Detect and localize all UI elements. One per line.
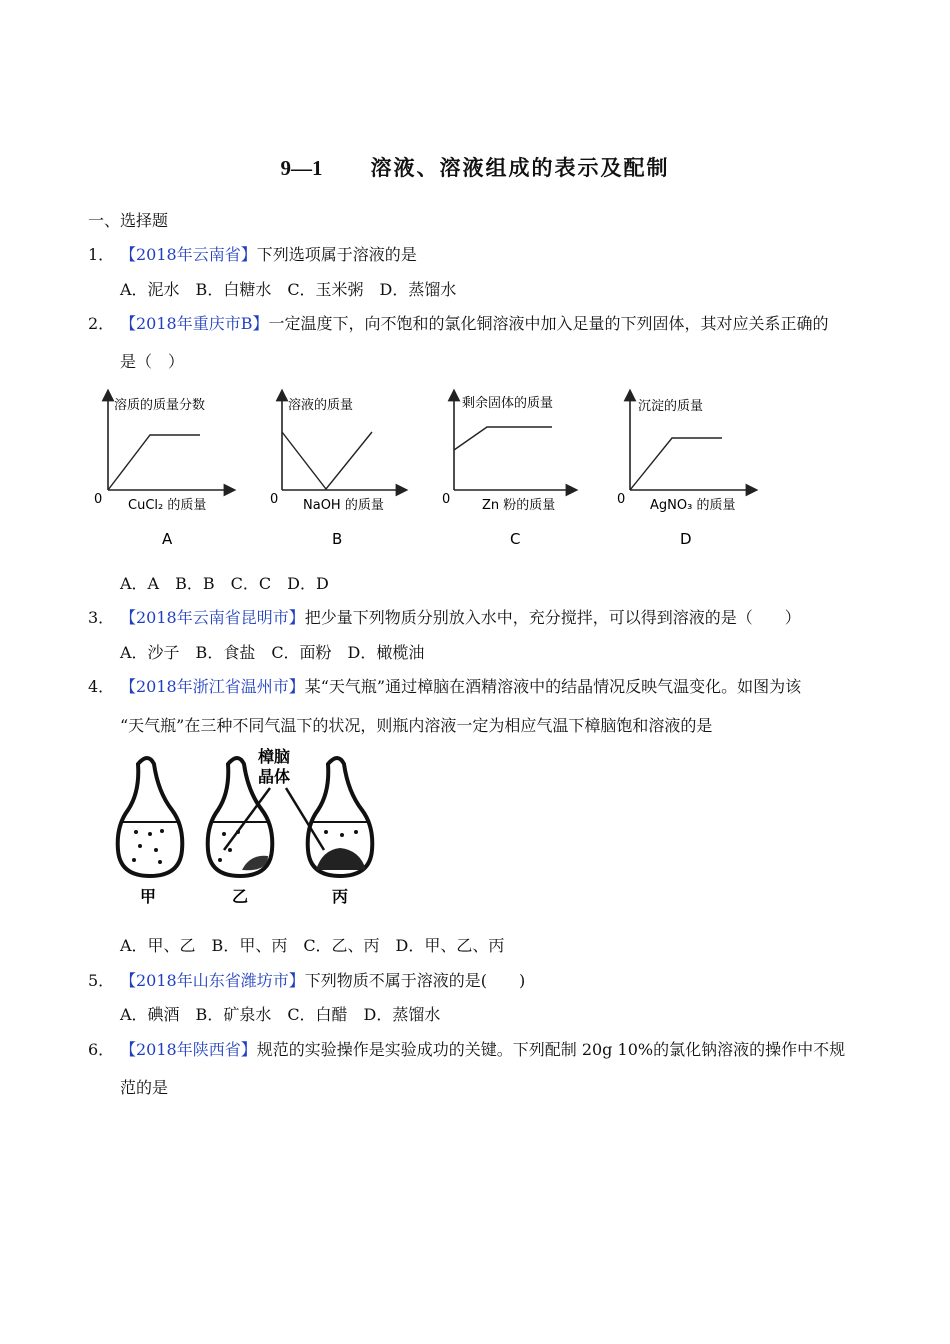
question-3-options: A．沙子 B．食盐 C．面粉 D．橄榄油 <box>120 643 425 662</box>
question-6 <box>88 1040 845 1060</box>
question-source: 【2018年浙江省温州市】 <box>120 677 305 696</box>
graph-d-letter: D <box>680 530 692 548</box>
question-stem: 一定温度下，向不饱和的氯化铜溶液中加入足量的下列固体，其对应关系正确的 <box>268 314 829 333</box>
bottle-label-jia: 甲 <box>140 887 157 906</box>
graph-d-origin: 0 <box>617 492 626 507</box>
question-3 <box>88 608 801 628</box>
graph-b <box>270 395 402 548</box>
question-stem: 下列选项属于溶液的是 <box>256 245 417 264</box>
graph-b-curve <box>282 432 372 489</box>
question-stem: 下列物质不属于溶液的是( ) <box>304 971 526 990</box>
question-source: 【2018年山东省潍坊市】 <box>120 971 305 990</box>
graph-d-curve <box>630 438 722 490</box>
question-number: 4． <box>88 677 115 696</box>
page-title <box>0 152 950 182</box>
question-2-graphs <box>90 385 770 555</box>
question-4-stem-cont: “天气瓶”在三种不同气温下的状况，则瓶内溶液一定为相应气温下樟脑饱和溶液的是 <box>120 716 713 735</box>
question-4-options: A．甲、乙 B．甲、丙 C．乙、丙 D．甲、乙、丙 <box>120 936 505 955</box>
question-1-options: A．泥水 B．白糖水 C．玉米粥 D．蒸馏水 <box>120 280 457 299</box>
question-2-options: A．A B．B C．C D．D <box>120 574 329 593</box>
graph-a-curve <box>108 435 200 490</box>
graph-d-xlabel: AgNO₃ 的质量 <box>650 498 736 513</box>
section-heading: 一、选择题 <box>88 211 169 230</box>
graph-d-ylabel: 沉淀的质量 <box>638 399 704 414</box>
question-1 <box>88 245 417 265</box>
title-number: 9—1 <box>280 156 323 180</box>
question-number: 2． <box>88 314 115 333</box>
graph-b-origin: 0 <box>270 492 279 507</box>
graph-d <box>617 395 752 548</box>
callout-line-1: 樟脑 <box>258 747 291 766</box>
graph-b-xlabel: NaOH 的质量 <box>303 498 384 513</box>
graph-b-letter: B <box>332 530 343 548</box>
question-stem: 某“天气瓶”通过樟脑在酒精溶液中的结晶情况反映气温变化。如图为该 <box>304 677 802 696</box>
graph-a-ylabel: 溶质的质量分数 <box>114 398 206 413</box>
graph-a-letter: A <box>162 530 173 548</box>
question-stem: 规范的实验操作是实验成功的关键。下列配制 20g 10%的氯化钠溶液的操作中不规 <box>256 1040 846 1059</box>
graph-c-letter: C <box>510 530 521 548</box>
question-number: 1． <box>88 245 115 264</box>
graph-a <box>94 395 230 548</box>
graph-b-ylabel: 溶液的质量 <box>288 398 354 413</box>
graph-c-curve <box>454 427 552 450</box>
question-4 <box>88 677 801 697</box>
question-6-stem-cont: 范的是 <box>120 1078 169 1097</box>
bottle-bing <box>308 758 373 876</box>
question-source: 【2018年陕西省】 <box>120 1040 257 1059</box>
question-stem: 把少量下列物质分别放入水中，充分搅拌，可以得到溶液的是（ ） <box>304 608 801 627</box>
question-number: 5． <box>88 971 115 990</box>
question-number: 3． <box>88 608 115 627</box>
question-source: 【2018年云南省昆明市】 <box>120 608 305 627</box>
weather-bottle-figure <box>110 742 380 912</box>
graph-a-origin: 0 <box>94 492 103 507</box>
bottle-label-yi: 乙 <box>232 887 249 906</box>
callout-line-2: 晶体 <box>258 767 291 786</box>
question-5 <box>88 971 525 991</box>
graph-c-ylabel: 剩余固体的质量 <box>462 396 554 411</box>
bottle-jia <box>118 758 183 876</box>
question-source: 【2018年重庆市B】 <box>120 314 269 333</box>
bottle-label-bing: 丙 <box>332 887 349 906</box>
question-number: 6． <box>88 1040 115 1059</box>
graph-c <box>442 395 572 548</box>
question-5-options: A．碘酒 B．矿泉水 C．白醋 D．蒸馏水 <box>120 1005 441 1024</box>
graph-a-xlabel: CuCl₂ 的质量 <box>128 498 207 513</box>
graph-c-xlabel: Zn 粉的质量 <box>482 498 556 513</box>
question-2 <box>88 314 829 334</box>
question-source: 【2018年云南省】 <box>120 245 257 264</box>
question-2-stem-cont: 是（ ） <box>120 352 185 371</box>
graph-c-origin: 0 <box>442 492 451 507</box>
title-text: 溶液、溶液组成的表示及配制 <box>370 155 670 180</box>
